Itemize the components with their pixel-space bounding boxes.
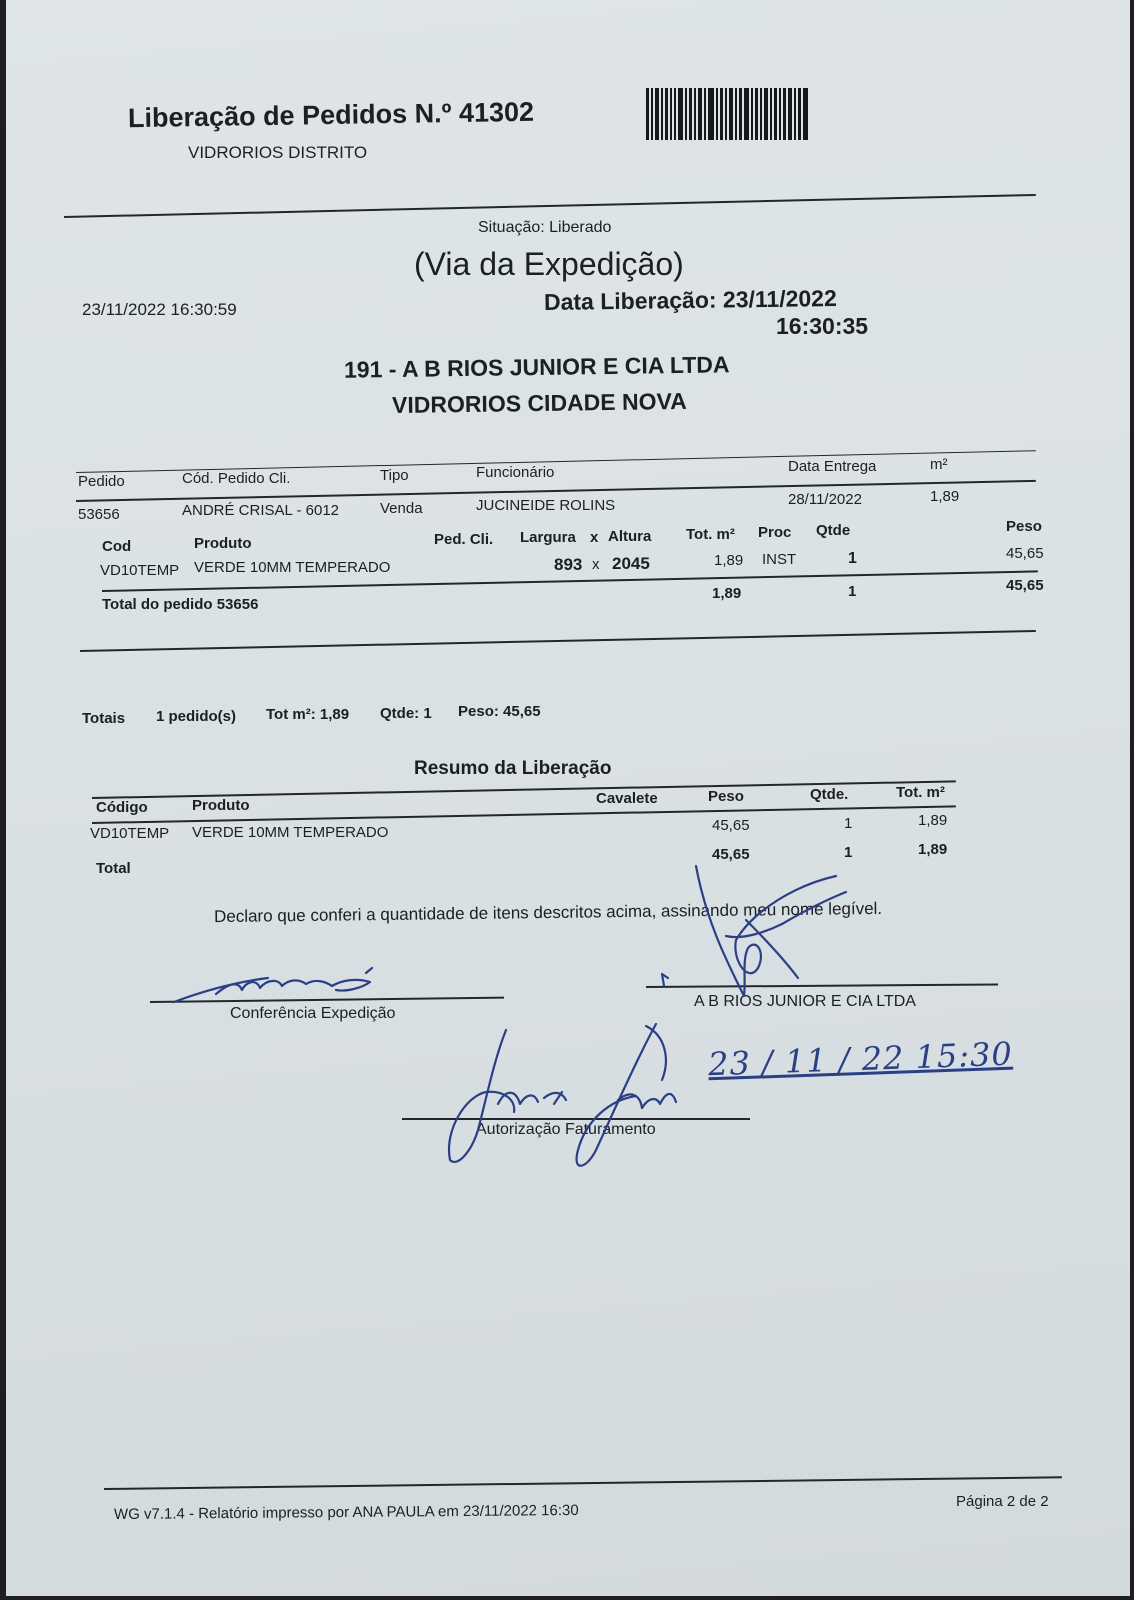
summary-row-qtde: 1 [844,815,853,832]
client-signature-stroke [696,866,846,996]
handwritten-signatures [6,0,1130,1596]
document-page [6,0,1130,1596]
conferencia-label: Conferência Expedição [230,1005,396,1022]
status-text: Situação: Liberado [478,219,612,236]
summary-col-codigo: Código [96,799,148,816]
item-col-altura: Altura [608,528,652,545]
copy-label: (Via da Expedição) [414,246,684,282]
summary-row-produto: VERDE 10MM TEMPERADO [192,824,389,841]
item-col-proc: Proc [758,524,792,541]
release-date: Data Liberação: 23/11/2022 [543,284,837,316]
col-pedido-label: Pedido [78,473,125,490]
item-tot-m2: 1,89 [714,552,744,569]
item-qtde: 1 [848,550,857,567]
document-title: Liberação de Pedidos N.º 41302 [127,96,535,134]
order-funcionario: JUCINEIDE ROLINS [476,497,616,514]
item-produto: VERDE 10MM TEMPERADO [194,559,391,576]
order-total-qtde: 1 [848,583,857,600]
order-total-label: Total do pedido 53656 [102,596,259,613]
order-cod-pedido-cli: ANDRÉ CRISAL - 6012 [182,502,340,519]
declaration-text: Declaro que conferi a quantidade de itens descritos acima, assinando meu nome legível. [213,898,883,927]
release-time: 16:30:35 [776,313,869,339]
item-col-largura: Largura [520,529,576,546]
col-tipo-label: Tipo [380,467,409,484]
autorizacao-signature-stroke [449,1030,566,1162]
summary-row-codigo: VD10TEMP [90,825,170,842]
handwritten-date: 23 / 11 / 22 15:30 [707,1034,1014,1084]
item-cod: VD10TEMP [100,562,180,579]
printed-datetime: 23/11/2022 16:30:59 [82,300,237,319]
summary-col-cavalete: Cavalete [596,790,658,807]
item-col-x: x [590,529,599,546]
conferencia-signature-stroke [174,978,370,1002]
order-total-peso: 45,65 [1006,577,1044,594]
totals-tot-m2: Tot m²: 1,89 [266,706,350,723]
item-col-ped-cli: Ped. Cli. [434,531,494,548]
summary-row-peso: 45,65 [712,817,750,834]
item-x: x [592,556,600,573]
client-name: 191 - A B RIOS JUNIOR E CIA LTDA [343,351,730,383]
totals-peso: Peso: 45,65 [458,703,541,720]
item-col-cod: Cod [102,538,132,555]
summary-col-qtde: Qtde. [810,786,849,803]
col-funcionario-label: Funcionário [476,464,555,481]
item-col-peso: Peso [1006,518,1042,535]
autorizacao-label: Autorização Faturamento [476,1121,656,1138]
footer-page-number: Página 2 de 2 [956,1493,1049,1510]
order-m2: 1,89 [930,488,960,505]
summary-col-peso: Peso [708,788,744,805]
order-total-m2: 1,89 [712,585,742,602]
summary-col-produto: Produto [192,797,250,814]
item-proc: INST [762,551,797,568]
totals-qtde: Qtde: 1 [380,705,432,722]
order-pedido: 53656 [78,506,120,523]
col-data-entrega-label: Data Entrega [788,458,877,475]
order-data-entrega: 28/11/2022 [788,491,862,508]
summary-total-qtde: 1 [844,844,853,861]
client-store: VIDRORIOS CIDADE NOVA [391,387,687,419]
summary-total-label: Total [96,860,131,877]
summary-total-peso: 45,65 [712,846,750,863]
item-col-tot-m2: Tot. m² [686,526,735,543]
col-cod-pedido-cli-label: Cód. Pedido Cli. [182,470,291,487]
summary-row-tot-m2: 1,89 [918,812,948,829]
summary-title: Resumo da Liberação [414,758,612,779]
summary-total-tot-m2: 1,89 [918,841,948,858]
item-altura: 2045 [612,554,650,573]
item-col-produto: Produto [194,535,252,552]
order-tipo: Venda [380,500,423,517]
totals-pedidos: 1 pedido(s) [156,708,237,725]
summary-col-tot-m2: Tot. m² [896,784,945,801]
col-m2-label: m² [930,456,948,473]
company-name: VIDRORIOS DISTRITO [188,143,368,162]
item-peso: 45,65 [1006,545,1044,562]
item-col-qtde: Qtde [816,522,851,539]
item-largura: 893 [554,555,583,574]
client-signature-label: A B RIOS JUNIOR E CIA LTDA [694,993,916,1010]
totals-label: Totais [82,710,126,727]
footer-printed-by: WG v7.1.4 - Relatório impresso por ANA PAULA em 23/11/2022 16:30 [113,1501,579,1524]
